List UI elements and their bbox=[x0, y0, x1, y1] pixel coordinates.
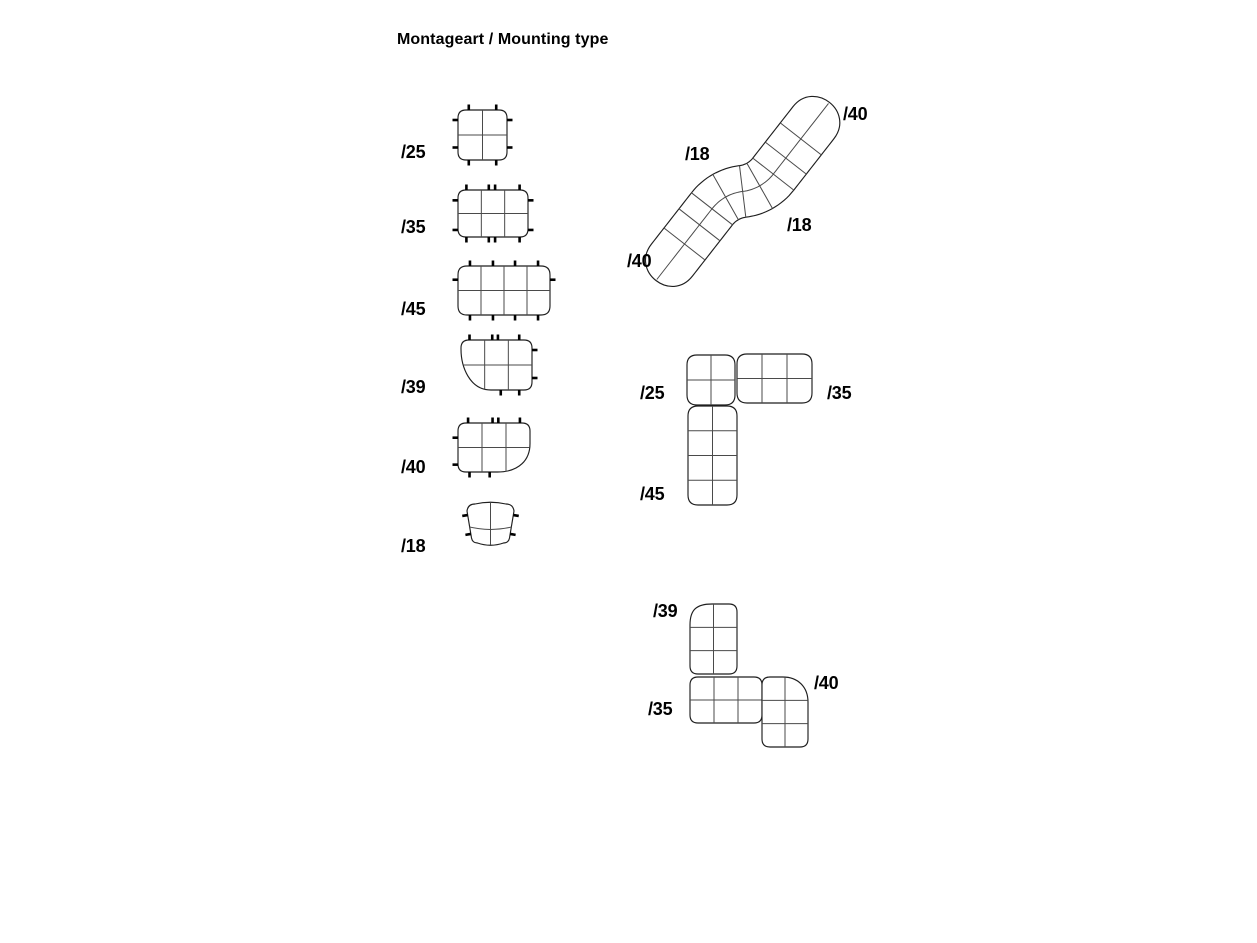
module-18-label: /18 bbox=[401, 536, 426, 556]
config-l-shape-label-45: /45 bbox=[640, 484, 665, 504]
module-40-diagram-svg bbox=[451, 416, 537, 479]
config-corner-module-39 bbox=[683, 597, 744, 681]
config-l-shape-module-45 bbox=[681, 399, 744, 512]
config-corner-module-39-svg bbox=[683, 597, 744, 681]
module-18-diagram bbox=[455, 493, 526, 553]
module-39-diagram bbox=[454, 333, 539, 397]
module-25-diagram-svg bbox=[451, 103, 514, 167]
config-corner-label-35: /35 bbox=[648, 699, 673, 719]
module-35-diagram-svg bbox=[451, 183, 535, 244]
config-l-shape-label-35: /35 bbox=[827, 383, 852, 403]
module-39-label: /39 bbox=[401, 377, 426, 397]
config-s-curve-label-upper-left: /18 bbox=[685, 144, 710, 164]
module-39-diagram-svg bbox=[454, 333, 539, 397]
config-s-curve-label-lower-right: /18 bbox=[787, 215, 812, 235]
module-35-label: /35 bbox=[401, 217, 426, 237]
module-45-diagram bbox=[451, 259, 557, 322]
module-45-diagram-svg bbox=[451, 259, 557, 322]
config-corner-label-39: /39 bbox=[653, 601, 678, 621]
module-45-label: /45 bbox=[401, 299, 426, 319]
module-40-label: /40 bbox=[401, 457, 426, 477]
module-25-label: /25 bbox=[401, 142, 426, 162]
module-18-diagram-svg bbox=[455, 493, 526, 553]
config-corner-module-40 bbox=[755, 670, 815, 754]
module-40-diagram bbox=[451, 416, 537, 479]
config-l-shape-label-25: /25 bbox=[640, 383, 665, 403]
config-corner-module-40-svg bbox=[755, 670, 815, 754]
config-corner-label-40: /40 bbox=[814, 673, 839, 693]
config-s-curve-label-top-right: /40 bbox=[843, 104, 868, 124]
page-title: Montageart / Mounting type bbox=[397, 31, 609, 48]
module-25-diagram bbox=[451, 103, 514, 167]
config-s-curve-label-bottom-left: /40 bbox=[627, 251, 652, 271]
module-35-diagram bbox=[451, 183, 535, 244]
config-l-shape-module-45-svg bbox=[681, 399, 744, 512]
